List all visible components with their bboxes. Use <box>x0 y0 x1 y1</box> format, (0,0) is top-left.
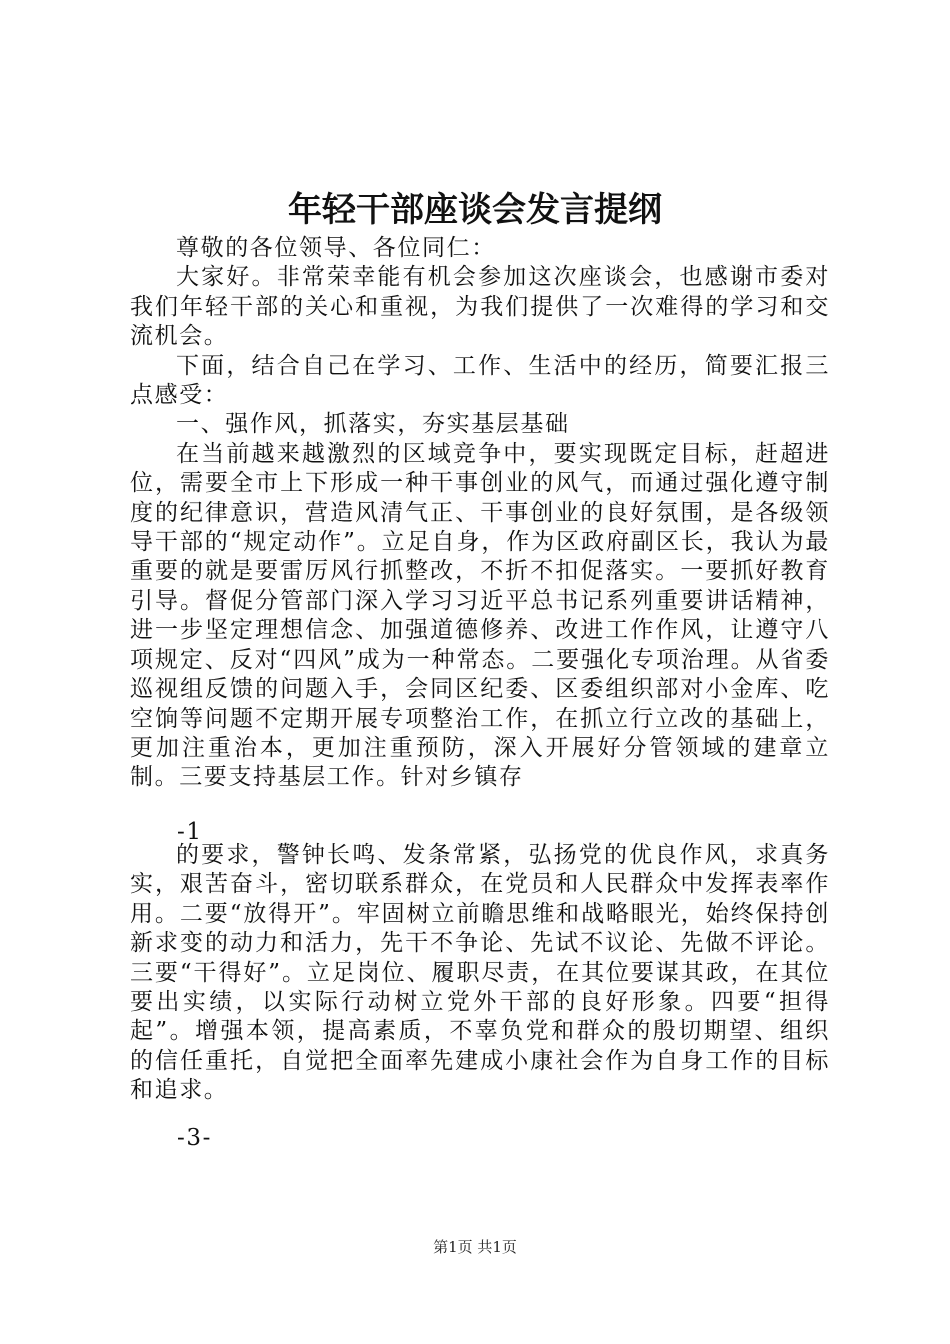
page-marker-1: -1 <box>177 819 203 845</box>
paragraph-intro: 下面，结合自己在学习、工作、生活中的经历，简要汇报三点感受： <box>130 352 830 409</box>
section-heading-1: 一、强作风，抓落实，夯实基层基础 <box>176 411 570 438</box>
page-marker-3: -3- <box>177 1125 212 1151</box>
page-footer: 第1页 共1页 <box>433 1238 517 1256</box>
salutation: 尊敬的各位领导、各位同仁： <box>176 235 496 261</box>
document-body-part-2 <box>130 841 830 1106</box>
document-body-part-1 <box>130 234 830 793</box>
paragraph-greeting: 大家好。非常荣幸能有机会参加这次座谈会，也感谢市委对我们年轻干部的关心和重视，为我们提供了一次难得的学习和交流机会。 <box>130 264 830 350</box>
paragraph-section-1: 在当前越来越激烈的区域竞争中，要实现既定目标，赶超进位，需要全市上下形成一种干事创业的风气，而通过强化遵守制度的纪律意识，营造风清气正、干事创业的良好氛围，是各级领导干部的“规定动作”。立足自身，作为区政府副区长，我认为最重要的就是要雷厉风行抓整改，不折不扣促落实。一要抓好教育引导。督促分管部门深入学习习近平总书记系列重要讲话精神，进一步坚定理想信念、加强道德修养、改进工作作风，让遵守八项规定、反对“四风”成为一种常态。二要强化专项治理。从省委巡视组反馈的问题入手，会同区纪委、区委组织部对小金库、吃空饷等问题不定期开展专项整治工作，在抓立行立改的基础上，更加注重治本，更加注重预防，深入开展好分管领域的建章立制。三要支持基层工作。针对乡镇存 <box>130 440 830 791</box>
document-title: 年轻干部座谈会发言提纲 <box>288 190 662 230</box>
paragraph-continued: 的要求，警钟长鸣、发条常紧，弘扬党的优良作风，求真务实，艰苦奋斗，密切联系群众，在党员和人民群众中发挥表率作用。二要“放得开”。牢固树立前瞻思维和战略眼光，始终保持创新求变的动力和活力，先干不争论、先试不议论、先做不评论。三要“干得好”。立足岗位、履职尽责，在其位要谋其政，在其位要出实绩，以实际行动树立党外干部的良好形象。四要“担得起”。增强本领，提高素质，不辜负党和群众的殷切期望、组织的信任重托，自觉把全面率先建成小康社会作为自身工作的目标和追求。 <box>130 842 830 1104</box>
